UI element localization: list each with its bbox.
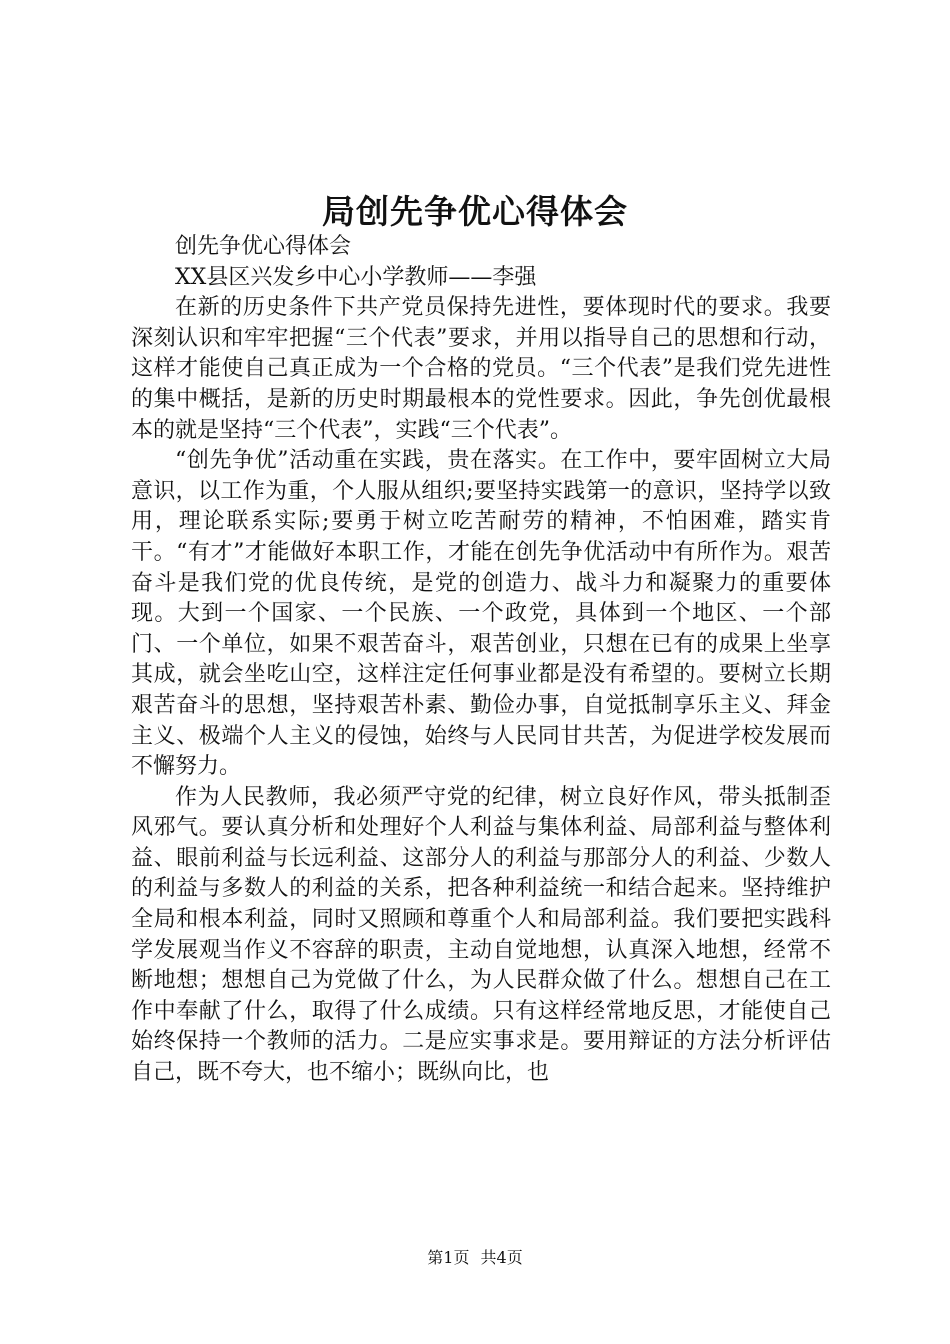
paragraph-1: 在新的历史条件下共产党员保持先进性，要体现时代的要求。我要深刻认识和牢牢把握“三个代表”要求，并用以指导自己的思想和行动，这样才能使自己真正成为一个合格的党员。“三个代表”是我们党先进性的集中概括，是新的历史时期最根本的党性要求。因此，争先创优最根本的就是坚持“三个代表”，实践“三个代表”。 [131,295,831,443]
page-total: 共4页 [480,1248,523,1267]
author-line: XX县区兴发乡中心小学教师——李强 [175,264,537,290]
document-body [131,232,831,1089]
document-subtitle: 创先争优心得体会 [175,234,352,259]
page-number: 第1页 [427,1248,470,1267]
document-title: 局创先争优心得体会 [322,192,628,231]
paragraph-2: “创先争优”活动重在实践，贵在落实。在工作中，要牢固树立大局意识，以工作为重，个人服从组织;要坚持实践第一的意识，坚持学以致用，理论联系实际;要勇于树立吃苦耐劳的精神，不怕困难，踏实肯干。“有才”才能做好本职工作，才能在创先争优活动中有所作为。艰苦奋斗是我们党的优良传统，是党的创造力、战斗力和凝聚力的重要体现。大到一个国家、一个民族、一个政党，具体到一个地区、一个部门、一个单位，如果不艰苦奋斗，艰苦创业，只想在已有的成果上坐享其成，就会坐吃山空，这样注定任何事业都是没有希望的。要树立长期艰苦奋斗的思想，坚持艰苦朴素、勤俭办事，自觉抵制享乐主义、拜金主义、极端个人主义的侵蚀，始终与人民同甘共苦，为促进学校发展而不懈努力。 [131,448,831,780]
page-footer [0,1245,950,1268]
paragraph-3: 作为人民教师，我必须严守党的纪律，树立良好作风，带头抵制歪风邪气。要认真分析和处理好个人利益与集体利益、局部利益与整体利益、眼前利益与长远利益、这部分人的利益与那部分人的利益、少数人的利益与多数人的利益的关系，把各种利益统一和结合起来。坚持维护全局和根本利益，同时又照顾和尊重个人和局部利益。我们要把实践科学发展观当作义不容辞的职责，主动自觉地想，认真深入地想，经常不断地想；想想自己为党做了什么，为人民群众做了什么。想想自己在工作中奉献了什么，取得了什么成绩。只有这样经常地反思，才能使自己始终保持一个教师的活力。二是应实事求是。要用辩证的方法分析评估自己，既不夸大，也不缩小；既纵向比，也 [131,784,831,1086]
